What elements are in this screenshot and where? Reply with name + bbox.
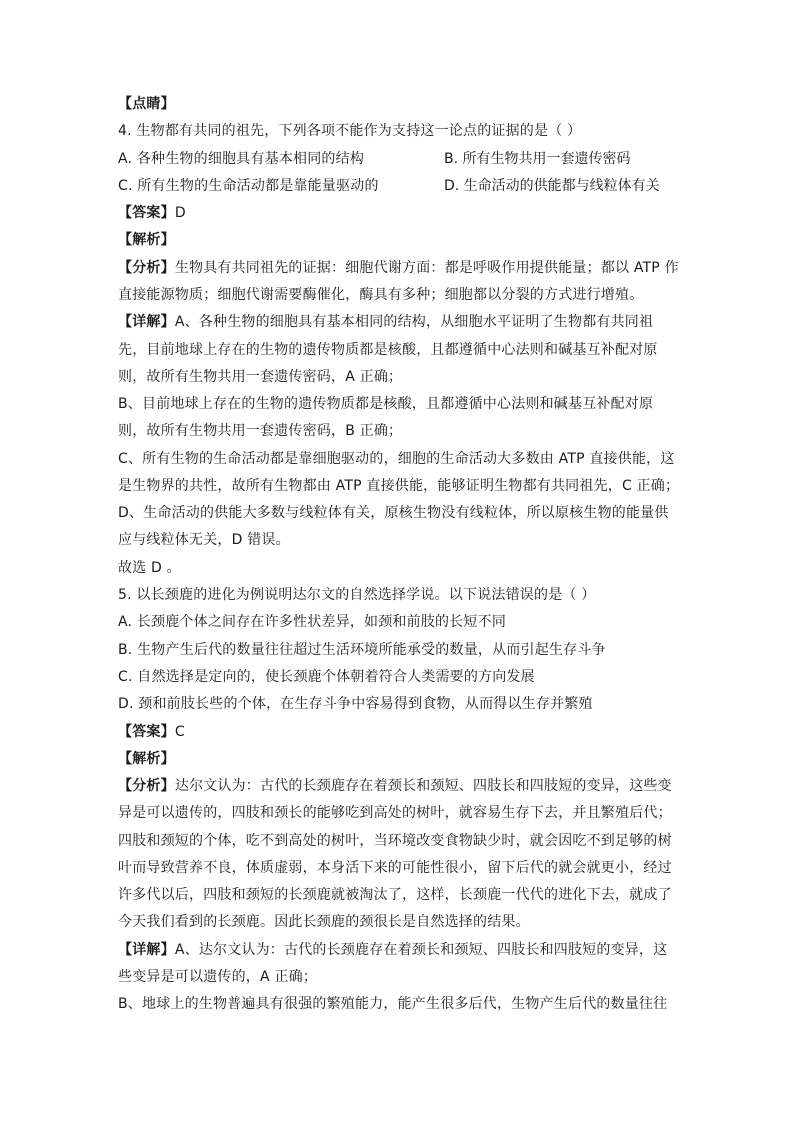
line-text: D. 颈和前肢长些的个体，在生存斗争中容易得到食物，从而得以生存并繁殖 (118, 696, 593, 712)
question-5-option-c (118, 667, 535, 687)
line-text: 应与线粒体无关，D 错误。 (118, 532, 290, 548)
line-text: 四肢和颈短的个体，吃不到高处的树叶，当环境改变食物缺少时，就会因吃不到足够的树 (118, 833, 672, 849)
line-text: 许多代以后，四肢和颈短的长颈鹿就被淘汰了，这样，长颈鹿一代代的进化下去，就成了 (118, 887, 672, 903)
line-text: 4. 生物都有共同的祖先，下列各项不能作为支持这一论点的证据的是（ ） (118, 123, 582, 139)
question-4-detail-line (118, 449, 675, 469)
question-4-option-d: D. 生命活动的供能都与线粒体有关 (444, 178, 660, 194)
line-text: B、地球上的生物普遍具有很强的繁殖能力，能产生很多后代，生物产生后代的数量往往 (118, 996, 668, 1012)
question-4-detail-line (118, 394, 653, 414)
question-5-analysis-heading (118, 749, 175, 769)
doc-line-1 (118, 94, 175, 114)
question-5-analysis-line (118, 912, 530, 932)
question-4-detail-line (118, 503, 669, 523)
line-text: 达尔文认为：古代的长颈鹿存在着颈长和颈短、四肢长和四肢短的变异，这些变 (174, 778, 672, 794)
question-5-analysis-line (118, 858, 672, 878)
question-4-detail-line (118, 421, 402, 441)
question-5-detail-line (118, 994, 667, 1014)
question-4-analysis-heading (118, 230, 175, 250)
question-5-detail-line (118, 967, 317, 987)
section-tag: 【详解】 (118, 314, 175, 330)
question-5-option-a (118, 612, 506, 632)
question-4-option-b: B. 所有生物共用一套遗传密码 (444, 151, 631, 167)
line-text: A. 各种生物的细胞具有基本相同的结构 (118, 151, 365, 167)
question-4-detail-line (118, 312, 653, 332)
question-4-option-c (118, 176, 379, 196)
section-tag: 【答案】 (118, 724, 175, 740)
question-5-analysis-line (118, 803, 672, 823)
section-tag: 【解析】 (118, 751, 175, 767)
line-text: 直接能源物质；细胞代谢需要酶催化，酶具有多种；细胞都以分裂的方式进行增殖。 (118, 287, 644, 303)
line-text: C (174, 724, 185, 740)
line-text: B. 生物产生后代的数量往往超过生活环境所能承受的数量，从而引起生存斗争 (118, 642, 606, 658)
question-4-stem (118, 121, 581, 141)
section-tag: 【解析】 (118, 232, 175, 248)
line-text: 故选 D 。 (118, 560, 181, 576)
question-4-answer (118, 203, 186, 223)
question-5-answer (118, 722, 185, 742)
question-4-detail-line (118, 476, 679, 496)
line-text: D、生命活动的供能大多数与线粒体有关，原核生物没有线粒体，所以原核生物的能量供 (118, 505, 669, 521)
line-text: 则，故所有生物共用一套遗传密码，B 正确； (118, 423, 403, 439)
line-text: 则，故所有生物共用一套遗传密码，A 正确； (118, 369, 403, 385)
question-5-detail-line (118, 940, 667, 960)
question-5-option-d (118, 694, 593, 714)
question-4-choice (118, 558, 181, 578)
question-4-option-a (118, 149, 364, 169)
line-text: 是生物界的共性，故所有生物都由 ATP 直接供能，能够证明生物都有共同祖先，C 正确； (118, 478, 680, 494)
line-text: A. 长颈鹿个体之间存在许多性状差异，如颈和前肢的长短不同 (118, 614, 507, 630)
line-text: 今天我们看到的长颈鹿。因此长颈鹿的颈很长是自然选择的结果。 (118, 914, 530, 930)
line-text: 5. 以长颈鹿的进化为例说明达尔文的自然选择学说。以下说法错误的是（ ） (118, 587, 596, 603)
question-4-analysis-line (118, 258, 679, 278)
question-5-option-b (118, 640, 606, 660)
line-text: C. 自然选择是定向的，使长颈鹿个体朝着符合人类需要的方向发展 (118, 669, 535, 685)
section-tag: 【答案】 (118, 205, 175, 221)
question-5-analysis-line (118, 776, 672, 796)
question-5-analysis-line (118, 885, 672, 905)
question-5-analysis-line (118, 831, 672, 851)
line-text: A、达尔文认为：古代的长颈鹿存在着颈长和颈短、四肢长和四肢短的变异，这 (174, 942, 668, 958)
line-text: B、目前地球上存在的生物的遗传物质都是核酸，且都遵循中心法则和碱基互补配对原 (118, 396, 654, 412)
section-tag: 【点睛】 (118, 96, 175, 112)
question-4-detail-line (118, 530, 290, 550)
section-tag: 【详解】 (118, 942, 175, 958)
question-4-detail-line (118, 340, 658, 360)
line-text: C、所有生物的生命活动都是靠细胞驱动的，细胞的生命活动大多数由 ATP 直接供能，这 (118, 451, 675, 467)
line-text: 些变异是可以遗传的，A 正确； (118, 969, 318, 985)
line-text: C. 所有生物的生命活动都是靠能量驱动的 (118, 178, 379, 194)
line-text: 生物具有共同祖先的证据：细胞代谢方面：都是呼吸作用提供能量；都以 ATP 作 (174, 260, 679, 276)
question-4-analysis-line (118, 285, 643, 305)
section-tag: 【分析】 (118, 260, 175, 276)
line-text: 叶而导致营养不良，体质虚弱，本身活下来的可能性很小，留下后代的就会就更小，经过 (118, 860, 672, 876)
question-5-stem (118, 585, 595, 605)
line-text: 异是可以遗传的，四肢和颈长的能够吃到高处的树叶，就容易生存下去，并且繁殖后代； (118, 805, 672, 821)
line-text: A、各种生物的细胞具有基本相同的结构，从细胞水平证明了生物都有共同祖 (174, 314, 654, 330)
line-text: 先，目前地球上存在的生物的遗传物质都是核酸，且都遵循中心法则和碱基互补配对原 (118, 342, 658, 358)
question-4-detail-line (118, 367, 402, 387)
section-tag: 【分析】 (118, 778, 175, 794)
line-text: D (174, 205, 186, 221)
